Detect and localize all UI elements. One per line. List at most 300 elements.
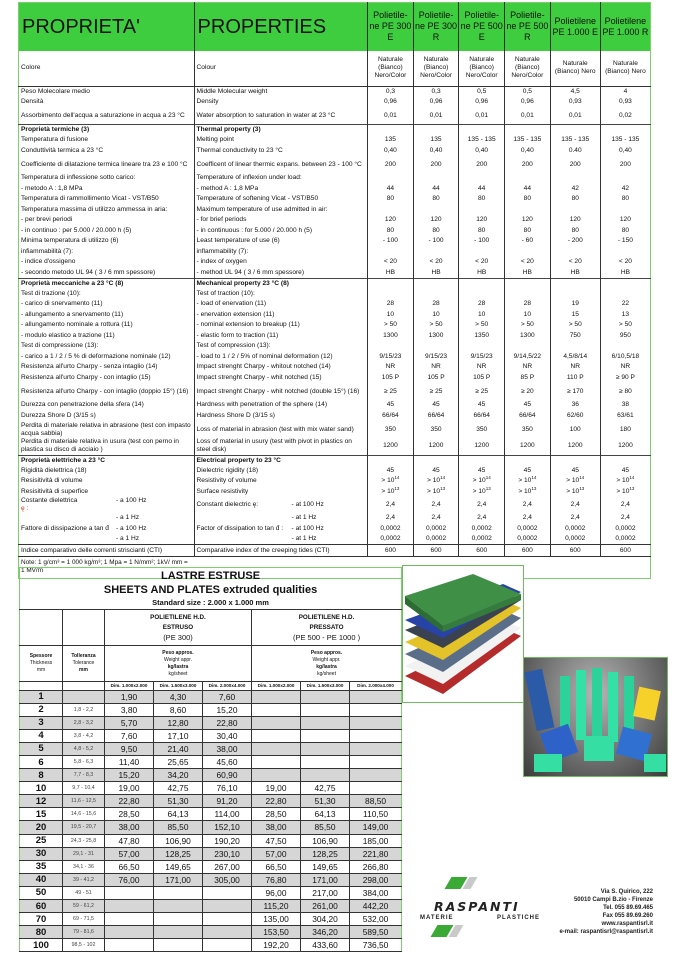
cell-value: 120: [459, 215, 505, 226]
weight-value: 38,00: [203, 742, 252, 755]
cell-value: HB: [505, 268, 551, 279]
profiles-icon: [524, 658, 668, 777]
cell-value: [505, 247, 551, 258]
row-label-en: Water absorption to saturation in water at 23 °C: [194, 108, 368, 125]
weight-value: 15,20: [105, 769, 154, 782]
cell-value: 4,5/8/14: [550, 352, 600, 363]
row-label-en: - load to 1 / 2 / 5% of nominal deformation (12): [194, 352, 368, 363]
cell-value: 80: [505, 226, 551, 237]
cell-value: [368, 173, 414, 184]
table-row: [19, 487, 651, 498]
row-label-en: Thermal property (3): [194, 125, 368, 136]
cell-value: 28: [505, 299, 551, 310]
row-label-it: - metodo A : 1,8 MPa: [21, 184, 83, 192]
table-row: [19, 108, 651, 125]
thickness-value: 5: [20, 742, 63, 755]
table-row: [19, 310, 651, 321]
cell-value: [459, 341, 505, 352]
weight-value: [350, 690, 402, 703]
row-label-it: - allungamento a snervamento (11): [21, 310, 124, 318]
cell-value: [413, 125, 459, 136]
weight-value: 110,50: [350, 808, 402, 821]
table-row: [19, 226, 651, 237]
weight-value: 66,50: [105, 860, 154, 873]
cell-value: [459, 125, 505, 136]
plates-stack-icon: [403, 566, 524, 703]
weight-value: 42,75: [154, 782, 203, 795]
cell-value: > $10^{14}$: [600, 476, 650, 487]
thickness-value: 4: [20, 729, 63, 742]
row-label-it: Temperatura di fusione: [21, 136, 89, 144]
cell-value: - 100: [368, 236, 414, 247]
weight-value: 21,40: [154, 742, 203, 755]
weight-value: 91,20: [203, 795, 252, 808]
weight-value: 9,50: [105, 742, 154, 755]
row-label-en: - elastic form to traction (11): [194, 331, 368, 342]
cell-value: 200: [505, 156, 551, 173]
cell-value: 0,01: [413, 108, 459, 125]
row-label-it: Resisitività di volume: [21, 477, 83, 485]
cell-value: 44: [505, 184, 551, 195]
table-row: [20, 834, 402, 847]
cell-value: [600, 173, 650, 184]
row-label-it: - a 1 Hz: [116, 535, 140, 542]
row-label-en: Electrical property to 23 °C: [194, 455, 368, 466]
cell-value: 10: [413, 310, 459, 321]
cell-value: NR: [600, 362, 650, 373]
cell-value: 0,0002: [550, 534, 600, 545]
weight-value: 128,25: [154, 847, 203, 860]
table-row: [19, 215, 651, 226]
weight-value: [252, 769, 301, 782]
weight-value: [105, 939, 154, 952]
cell-value: [459, 247, 505, 258]
cell-value: < 20: [459, 257, 505, 268]
cell-value: 135 - 135: [600, 135, 650, 146]
weight-value: [350, 742, 402, 755]
row-label-it: Durezza con penetrazione della sfera (14): [21, 401, 144, 409]
cell-value: 0,40: [413, 146, 459, 157]
row-label-en: Thermal conductivity to 23 °C: [194, 146, 368, 157]
cell-value: 110 P: [550, 373, 600, 384]
cell-value: [413, 205, 459, 216]
weight-value: 230,10: [203, 847, 252, 860]
row-label-en: Middle Molecular weight: [194, 87, 368, 98]
dim-header: Dim. 1.500x3.000: [301, 682, 350, 691]
row-label-it: Perdita di materiale relativa in abrasione (test con impasto acqua sabbia): [21, 421, 191, 437]
table-row: [19, 362, 651, 373]
cell-value: [550, 173, 600, 184]
weight-value: 149,65: [154, 860, 203, 873]
weight-value: 106,90: [154, 834, 203, 847]
weight-value: 442,20: [350, 900, 402, 913]
weight-value: 25,65: [154, 755, 203, 768]
cell-value: [459, 455, 505, 466]
cell-value: > $10^{13}$: [368, 487, 414, 498]
cell-value: [459, 205, 505, 216]
row-label-en: Temperature of inflexion under load:: [194, 173, 368, 184]
weight-value: 171,00: [154, 873, 203, 886]
cell-value: < 20: [413, 257, 459, 268]
cell-value: 80: [600, 226, 650, 237]
cell-value: ≥ 25: [459, 383, 505, 400]
row-label-en: Density: [194, 97, 368, 108]
weight-value: 64,13: [154, 808, 203, 821]
table-row: [19, 87, 651, 98]
dim-header: Dim. 1.500x3.000: [154, 682, 203, 691]
weight-value: 28,50: [105, 808, 154, 821]
cell-value: 200: [368, 156, 414, 173]
cell-value: 120: [368, 215, 414, 226]
weight-header-row: [20, 646, 402, 682]
row-label-en: Loss of material in abrasion (test with mix water sand): [194, 421, 368, 438]
row-label-en: Maximum temperature of use admitted in air:: [194, 205, 368, 216]
weight-value: [252, 729, 301, 742]
cell-value: 13: [600, 310, 650, 321]
cell-value: [505, 289, 551, 300]
row-label-en: Constant dielectric ę: - at 100 Hz: [194, 497, 368, 513]
row-label-it: - secondo metodo UL 94 ( 3 / 6 mm spessore): [21, 268, 156, 276]
cell-value: 135 - 135: [550, 135, 600, 146]
row-label-en: - method A : 1,8 MPa: [194, 184, 368, 195]
cell-value: 350: [505, 421, 551, 438]
cell-value: [550, 289, 600, 300]
table-row: [19, 476, 651, 487]
tolerance-value: 14,6 - 15,6: [63, 808, 105, 821]
row-label-en: - at 1 Hz: [194, 513, 368, 524]
cell-value: 0,0002: [459, 524, 505, 535]
thickness-value: 50: [20, 886, 63, 899]
row-label-it: Minima temperatura di utilizzo (6): [21, 237, 119, 245]
row-label-it: Colore: [19, 51, 195, 87]
cti-row: [19, 545, 651, 557]
cell-value: 66/64: [459, 411, 505, 422]
cell-value: 0,0002: [413, 534, 459, 545]
cell-value: 66/64: [368, 411, 414, 422]
weight-value: 135,00: [252, 913, 301, 926]
row-label-it: - in continuo : per 5.000 / 20.000 h (5): [21, 226, 132, 234]
tolerance-value: 11,6 - 12,5: [63, 795, 105, 808]
cell-value: HB: [600, 268, 650, 279]
weight-value: 7,60: [203, 690, 252, 703]
thickness-value: 6: [20, 755, 63, 768]
weight-value: 34,20: [154, 769, 203, 782]
table-row: [19, 236, 651, 247]
table-row: [19, 400, 651, 411]
weight-value: 128,25: [301, 847, 350, 860]
weight-value: 267,00: [203, 860, 252, 873]
cell-value: 0,5: [505, 87, 551, 98]
weight-value: 736,50: [350, 939, 402, 952]
cell-value: [505, 455, 551, 466]
cell-value: > $10^{13}$: [505, 487, 551, 498]
row-label-en: Temperature of softening Vicat - VST/B50: [194, 194, 368, 205]
cell-value: [505, 125, 551, 136]
weight-value: 64,13: [301, 808, 350, 821]
cell-value: 950: [600, 331, 650, 342]
row-label-en: inflammability (7):: [194, 247, 368, 258]
dim-header: Dim. 1.000x2.000: [252, 682, 301, 691]
weight-header: Peso appros. Weight appr. kg/lastra kg/sheet: [252, 646, 402, 682]
cell-value: > 50: [600, 320, 650, 331]
row-label-it: Peso Molecolare medio: [21, 88, 90, 95]
cell-value: [550, 455, 600, 466]
cell-value: 62/60: [550, 411, 600, 422]
row-label-en: Colour: [194, 51, 368, 87]
weight-value: 7,60: [105, 729, 154, 742]
row-label-en: - at 1 Hz: [194, 534, 368, 545]
cell-value: 1300: [368, 331, 414, 342]
cell-value: 1200: [368, 438, 414, 455]
cell-value: [413, 247, 459, 258]
phone: Tel. 055 89.69.465: [603, 905, 653, 911]
cell-value: 80: [413, 194, 459, 205]
weight-value: 22,80: [203, 716, 252, 729]
table-row: [20, 716, 402, 729]
table-row: [19, 466, 651, 477]
cell-value: 28: [459, 299, 505, 310]
table-row: [19, 173, 651, 184]
row-label-it: - indice d'ossigeno: [21, 258, 76, 266]
row-label-it: Test di trazione (10):: [21, 289, 81, 297]
weight-value: [350, 716, 402, 729]
dim-header: Dim. 2.000x4.000: [350, 682, 402, 691]
cell-value: 100: [550, 421, 600, 438]
cell-value: [550, 205, 600, 216]
cell-value: 200: [413, 156, 459, 173]
cell-value: ≥ 20: [505, 383, 551, 400]
cell-value: > $10^{14}$: [550, 476, 600, 487]
cell-value: 105 P: [368, 373, 414, 384]
table-row: [19, 320, 651, 331]
cell-value: 15: [550, 310, 600, 321]
cell-value: 0,3: [368, 87, 414, 98]
row-label-en: Hardness with penetration of the sphere (14): [194, 400, 368, 411]
row-label-it: - a 1 Hz: [116, 514, 140, 522]
row-label-en: Comparative index of the creeping tides (CTI): [194, 545, 368, 557]
weight-value: 47,50: [252, 834, 301, 847]
row-label-it: - carico a 1 / 2 / 5 % di deformazione nominale (12): [21, 352, 171, 360]
row-label-en: Dielectric rigidity (18): [194, 466, 368, 477]
row-label-it: Resisitività di superfice: [21, 487, 89, 495]
row-label-en: - load of enervation (11): [194, 299, 368, 310]
cell-value: > $10^{14}$: [368, 476, 414, 487]
cell-value: 120: [505, 215, 551, 226]
weight-value: 88,50: [350, 795, 402, 808]
row-label-en: Test of compression (13):: [194, 341, 368, 352]
tolerance-value: 34,1 - 36: [63, 860, 105, 873]
weight-value: 30,40: [203, 729, 252, 742]
table-row: [19, 268, 651, 279]
cell-value: - 200: [550, 236, 600, 247]
table-row: [20, 886, 402, 899]
weight-value: 96,00: [252, 886, 301, 899]
cell-value: 0,02: [600, 108, 650, 125]
cell-value: 38: [600, 400, 650, 411]
row-label-it: Temperatura di rammollimento Vicat - VST/B50: [21, 195, 159, 203]
table-row: [19, 299, 651, 310]
product-header: Polietilene PE 1.000 E: [550, 3, 600, 51]
weight-value: 66,50: [252, 860, 301, 873]
tolerance-value: 1,8 - 2,2: [63, 703, 105, 716]
cell-value: 80: [413, 226, 459, 237]
cell-value: [368, 341, 414, 352]
weight-value: 5,70: [105, 716, 154, 729]
fax: Fax 055 89.69.260: [602, 913, 653, 919]
cell-value: > 50: [550, 320, 600, 331]
cell-value: 45: [368, 400, 414, 411]
thickness-value: 60: [20, 900, 63, 913]
weight-value: 433,60: [301, 939, 350, 952]
cell-value: Naturale (Bianco) Nero: [600, 51, 650, 87]
thickness-value: 35: [20, 860, 63, 873]
cell-value: 9/15/23: [413, 352, 459, 363]
cell-value: < 20: [600, 257, 650, 268]
table-row: [20, 703, 402, 716]
cell-value: 2,4: [459, 513, 505, 524]
table-row: [19, 373, 651, 384]
thickness-value: 3: [20, 716, 63, 729]
row-label-it: Assorbimento dell'acqua a saturazione in acqua a 23 °C: [21, 111, 185, 119]
cell-value: 2,4: [550, 513, 600, 524]
cell-value: Naturale (Bianco) Nero/Color: [368, 51, 414, 87]
table-row: [19, 352, 651, 363]
cell-value: 0,40: [368, 146, 414, 157]
weight-value: 4,30: [154, 690, 203, 703]
cell-value: [600, 125, 650, 136]
table-row: [20, 873, 402, 886]
weight-value: 261,00: [301, 900, 350, 913]
thickness-value: 2: [20, 703, 63, 716]
row-label-it: Perdita di materiale relativa in usura (test con perno in plastica su disco di acciaio ): [21, 438, 179, 454]
cell-value: [505, 173, 551, 184]
cell-value: 22: [600, 299, 650, 310]
table-row: [19, 524, 651, 535]
tolerance-value: 29,1 - 31: [63, 847, 105, 860]
tolerance-value: 79 - 81,6: [63, 926, 105, 939]
cell-value: 80: [505, 194, 551, 205]
cell-value: 120: [413, 215, 459, 226]
cell-value: 0,40: [600, 146, 650, 157]
cell-value: 135: [368, 135, 414, 146]
tolerance-value: 5,8 - 6,3: [63, 755, 105, 768]
cell-value: [368, 247, 414, 258]
cell-value: 600: [413, 545, 459, 557]
row-label-en: Melting point: [194, 135, 368, 146]
weight-value: 106,90: [301, 834, 350, 847]
weight-value: 12,80: [154, 716, 203, 729]
table-row: [19, 247, 651, 258]
cell-value: 750: [550, 331, 600, 342]
row-label-it: - allungamento nominale a rottura (11): [21, 321, 133, 329]
weight-value: 149,00: [350, 821, 402, 834]
cell-value: 28: [413, 299, 459, 310]
cell-value: 0,0002: [505, 534, 551, 545]
cell-value: 200: [550, 156, 600, 173]
email-link[interactable]: e-mail: raspantisrl@raspantisrl.it: [559, 929, 653, 935]
weight-value: 76,10: [203, 782, 252, 795]
cell-value: 200: [600, 156, 650, 173]
weight-value: [154, 900, 203, 913]
table-row: [20, 769, 402, 782]
row-label-en: Least temperature of use (6): [194, 236, 368, 247]
weight-value: 85,50: [154, 821, 203, 834]
cell-value: 1200: [505, 438, 551, 455]
table-row: [19, 97, 651, 108]
cell-value: HB: [413, 268, 459, 279]
cell-value: 0,96: [413, 97, 459, 108]
weight-value: [301, 769, 350, 782]
cell-value: 80: [550, 226, 600, 237]
row-label-it: Proprietà meccaniche a 23 °C (8): [19, 278, 195, 289]
row-label-it: Test di compressione (13):: [21, 342, 99, 350]
section-header-row: [19, 278, 651, 289]
table-row: [19, 205, 651, 216]
cell-value: 45: [413, 466, 459, 477]
cell-value: 2,4: [600, 497, 650, 513]
cell-value: 9/14,5/22: [505, 352, 551, 363]
cell-value: 0,0002: [459, 534, 505, 545]
cell-value: 45: [413, 400, 459, 411]
cell-value: 28: [368, 299, 414, 310]
thickness-header: Spessore Thickness mm: [20, 646, 63, 682]
cell-value: 2,4: [505, 497, 551, 513]
row-label-en: Impact strenght Charpy - whit notched (double 15°) (16): [194, 383, 368, 400]
weight-value: [350, 782, 402, 795]
cell-value: [505, 278, 551, 289]
cell-value: 600: [368, 545, 414, 557]
cell-value: 42: [550, 184, 600, 195]
weight-value: 76,00: [105, 873, 154, 886]
cell-value: [505, 341, 551, 352]
tolerance-value: 98,5 - 102: [63, 939, 105, 952]
weight-value: 57,00: [252, 847, 301, 860]
sheets-subtitle: SHEETS AND PLATES extruded qualities: [103, 584, 318, 596]
table-row: [19, 194, 651, 205]
cell-value: 350: [413, 421, 459, 438]
row-label-en: Surface resistivity: [194, 487, 368, 498]
table-row: [19, 257, 651, 268]
cell-value: 85 P: [505, 373, 551, 384]
cell-value: 0,01: [368, 108, 414, 125]
product-header: Polietile-ne PE 300 E: [368, 3, 414, 51]
row-label-en: - nominal extension to breakup (11): [194, 320, 368, 331]
cell-value: > 50: [505, 320, 551, 331]
table-row: [19, 534, 651, 545]
website-link[interactable]: www.raspantisrl.it: [601, 921, 653, 927]
cell-value: 45: [459, 400, 505, 411]
cell-value: 1350: [459, 331, 505, 342]
cell-value: 0,0002: [368, 534, 414, 545]
cell-value: - 100: [459, 236, 505, 247]
weight-value: [203, 913, 252, 926]
thickness-value: 25: [20, 834, 63, 847]
cell-value: 1300: [505, 331, 551, 342]
weight-value: [301, 742, 350, 755]
cell-value: 0,01: [550, 108, 600, 125]
weight-value: [301, 703, 350, 716]
table-row: [19, 411, 651, 422]
row-label-it: Resistenza all'urto Charpy - con intaglio (15): [21, 373, 151, 381]
weight-value: 8,60: [154, 703, 203, 716]
weight-value: [252, 716, 301, 729]
weight-value: 305,00: [203, 873, 252, 886]
tolerance-value: 3,8 - 4,2: [63, 729, 105, 742]
weight-value: 28,50: [252, 808, 301, 821]
weight-value: 19,00: [105, 782, 154, 795]
weight-value: [252, 755, 301, 768]
cell-value: [368, 205, 414, 216]
